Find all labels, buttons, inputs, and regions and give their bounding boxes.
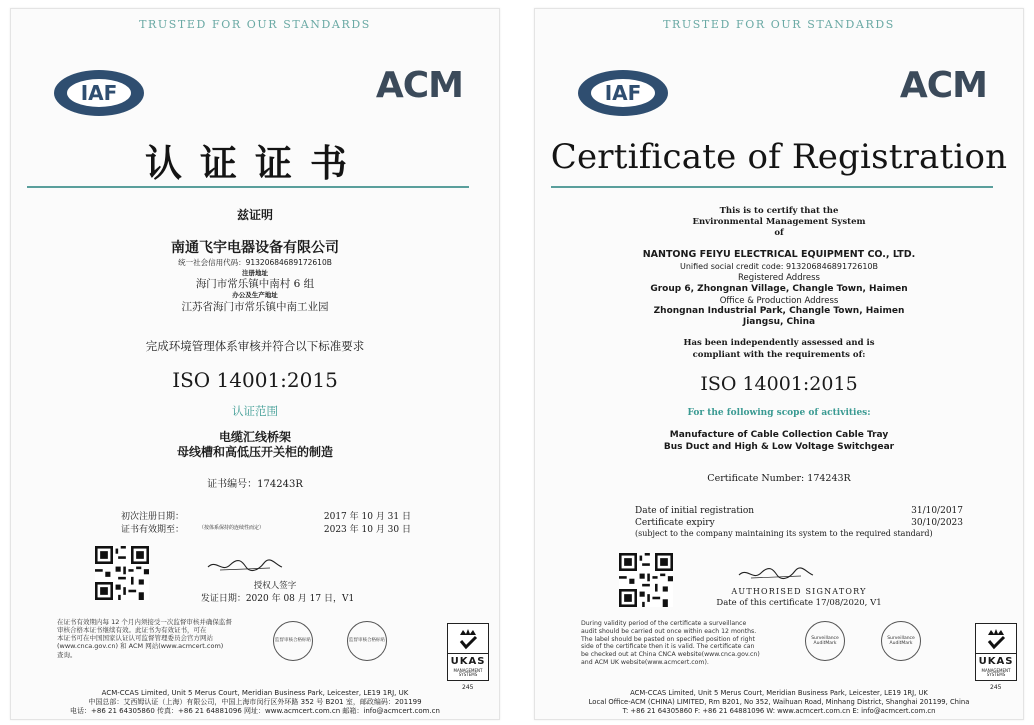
hereby-text: 兹证明 xyxy=(236,208,273,222)
expiry-note: （按体系保持的连续性而定） xyxy=(199,525,265,531)
qr-code xyxy=(619,553,673,607)
office-address: 江苏省海门市常乐镇中南工业园 xyxy=(181,301,329,313)
office-address-line-1: Zhongnan Industrial Park, Changle Town, Haimen xyxy=(653,306,905,316)
certificate-title: 认证证书 xyxy=(145,141,365,185)
office-address-label: 办公及生产地址 xyxy=(232,291,278,299)
certificate-english xyxy=(534,8,1024,720)
expiry-label: Certificate expiry xyxy=(635,518,715,528)
footer-line: 电话：+86 21 64305860 传真：+86 21 64881096 网址：www.acmcert.com.cn 邮箱：info@acmcert.com.cn xyxy=(70,707,440,716)
compliance-text: 完成环境管理体系审核并符合以下标准要求 xyxy=(145,339,365,353)
ukas-crown-area xyxy=(976,624,1016,654)
footer-line: Local Office-ACM (CHINA) LIMITED, Rm B201, No 352, Waihuan Road, Minhang District, Shanghai 201199, China xyxy=(588,697,970,706)
standard-name: ISO 14001:2015 xyxy=(172,368,338,392)
scope-line-2: 母线槽和高低压开关柜的制造 xyxy=(176,445,333,459)
certify-line-3: of xyxy=(774,228,784,238)
iaf-logo-text: IAF xyxy=(80,81,118,105)
expiry-date: 2023 年 10 月 30 日 xyxy=(323,525,411,535)
validity-note-line: 本证书可在中国国家认证认可监督管理委员会官方网站 xyxy=(57,634,213,643)
signature xyxy=(206,557,284,575)
registered-address: Group 6, Zhongnan Village, Changle Town, Haimen xyxy=(650,284,908,294)
surveillance-stamp-1: 监督审核合格标贴 xyxy=(273,621,313,661)
validity-notes xyxy=(57,618,257,659)
validity-note-line: audit should be carried out once within each 12 months. xyxy=(581,627,757,635)
issue-date: Date of this certificate 17/08/2020, V1 xyxy=(716,598,882,608)
initial-registration-date: 31/10/2017 xyxy=(911,506,963,516)
scope-line-1: 电缆汇线桥架 xyxy=(218,430,291,444)
registered-address-label: 注册地址 xyxy=(242,269,268,277)
certify-line-2: Environmental Management System xyxy=(692,217,866,227)
ukas-number: 245 xyxy=(462,684,474,691)
footer xyxy=(535,689,1023,715)
signature xyxy=(737,565,815,583)
validity-note-line: be checked out at China CNCA website(www.cnca.gov.cn) xyxy=(581,651,760,658)
company-name: 南通飞宇电器设备有限公司 xyxy=(171,240,339,256)
signatory-label: AUTHORISED SIGNATORY xyxy=(731,587,867,596)
title-divider xyxy=(551,186,993,188)
signatory-label: 授权人签字 xyxy=(253,581,297,591)
initial-registration-label: 初次注册日期： xyxy=(121,512,185,522)
ukas-subtitle: MANAGEMENT SYSTEMS xyxy=(453,668,483,678)
scope-label: For the following scope of activities: xyxy=(687,408,871,418)
iaf-logo-text: IAF xyxy=(604,81,642,105)
initial-registration-label: Date of initial registration xyxy=(635,506,755,516)
validity-note-line: (www.cnca.gov.cn) 和 ACM 网站(www.acmcert.com) xyxy=(57,642,224,651)
ukas-number: 245 xyxy=(990,684,1002,691)
ukas-name: UKAS xyxy=(450,656,486,667)
validity-notes xyxy=(581,620,791,667)
crown-tick-icon xyxy=(984,627,1008,651)
scope-label: 认证范围 xyxy=(232,404,278,418)
trusted-tagline: TRUSTED FOR OUR STANDARDS xyxy=(139,18,371,31)
validity-note-line: 审核合格本证书继续有效。此证书为有效证书，可在 xyxy=(57,626,207,635)
qr-code xyxy=(95,546,149,600)
surveillance-stamp-2: 监督审核合格标贴 xyxy=(347,621,387,661)
ukas-subtitle: MANAGEMENT SYSTEMS xyxy=(981,668,1011,678)
expiry-note: (subject to the company maintaining its system to the required standard) xyxy=(635,529,933,538)
registered-address: 海门市常乐镇中南村 6 组 xyxy=(195,278,315,290)
ukas-name: UKAS xyxy=(978,656,1014,667)
initial-registration-date: 2017 年 10 月 31 日 xyxy=(323,512,411,522)
standard-name: ISO 14001:2015 xyxy=(700,373,858,395)
certificate-number: Certificate Number: 174243R xyxy=(707,473,851,484)
trusted-tagline: TRUSTED FOR OUR STANDARDS xyxy=(663,18,895,31)
crown-tick-icon xyxy=(456,627,480,651)
ukas-crown-area xyxy=(448,624,488,654)
validity-note-line: During validity period of the certificate a surveillance xyxy=(581,620,747,627)
iaf-logo xyxy=(53,69,145,117)
validity-note-line: The label should be pasted on specified position of right xyxy=(581,635,755,643)
expiry-date: 30/10/2023 xyxy=(911,518,963,528)
certify-line-1: This is to certify that the xyxy=(719,206,839,216)
scope-line-1: Manufacture of Cable Collection Cable Tray xyxy=(669,430,889,440)
ukas-mark xyxy=(975,623,1017,681)
assessed-line-2: compliant with the requirements of: xyxy=(692,350,866,360)
issue-date: 发证日期：2020 年 08 月 17 日，V1 xyxy=(200,594,355,604)
acm-logo: ACM xyxy=(375,65,463,106)
expiry-label: 证书有效期至： xyxy=(121,525,185,535)
scope-line-2: Bus Duct and High & Low Voltage Switchgear xyxy=(663,442,895,452)
footer-line: ACM-CCAS Limited, Unit 5 Merus Court, Meridian Business Park, Leicester, LE19 1RJ, UK xyxy=(630,689,928,697)
footer-line: 中国总部：艾西姆认证（上海）有限公司，中国上海市闵行区外环路 352 号 B201 室，邮政编码：201199 xyxy=(88,698,422,707)
acm-logo: ACM xyxy=(899,65,987,106)
ukas-mark xyxy=(447,623,489,681)
surveillance-stamp-2: Surveillance AuditMark xyxy=(881,621,921,661)
office-address-label: Office & Production Address xyxy=(719,296,839,306)
footer xyxy=(11,689,499,716)
credit-code: Unified social credit code: 91320684689172610B xyxy=(679,262,879,271)
title-divider xyxy=(27,186,469,188)
surveillance-stamp-1: Surveillance AuditMark xyxy=(805,621,845,661)
company-name: NANTONG FEIYU ELECTRICAL EQUIPMENT CO., LTD. xyxy=(642,249,916,260)
credit-code: 统一社会信用代码：91320684689172610B xyxy=(178,258,332,267)
certificate-number: 证书编号：174243R xyxy=(207,479,303,490)
validity-note-line: side of the certificate then it is valid. The certificate can xyxy=(581,643,755,651)
validity-note-line: 在证书有效期内每 12 个月内须接受一次监督审核并确保监督 xyxy=(57,618,232,626)
certificate-chinese xyxy=(10,8,500,720)
footer-line: T: +86 21 64305860 F: +86 21 64881096 W: www.acmcert.com.cn E: info@acmcert.com.cn xyxy=(622,706,936,715)
registered-address-label: Registered Address xyxy=(738,273,820,283)
assessed-line-1: Has been independently assessed and is xyxy=(683,338,875,348)
validity-note-line: 查询。 xyxy=(57,650,77,659)
office-address-line-2: Jiangsu, China xyxy=(742,317,816,327)
iaf-logo xyxy=(577,69,669,117)
footer-line: ACM-CCAS Limited, Unit 5 Merus Court, Meridian Business Park, Leicester, LE19 1RJ, UK xyxy=(101,689,409,697)
certificate-title: Certificate of Registration xyxy=(550,137,1008,177)
validity-note-line: and ACM UK website(www.acmcert.com). xyxy=(581,658,709,666)
